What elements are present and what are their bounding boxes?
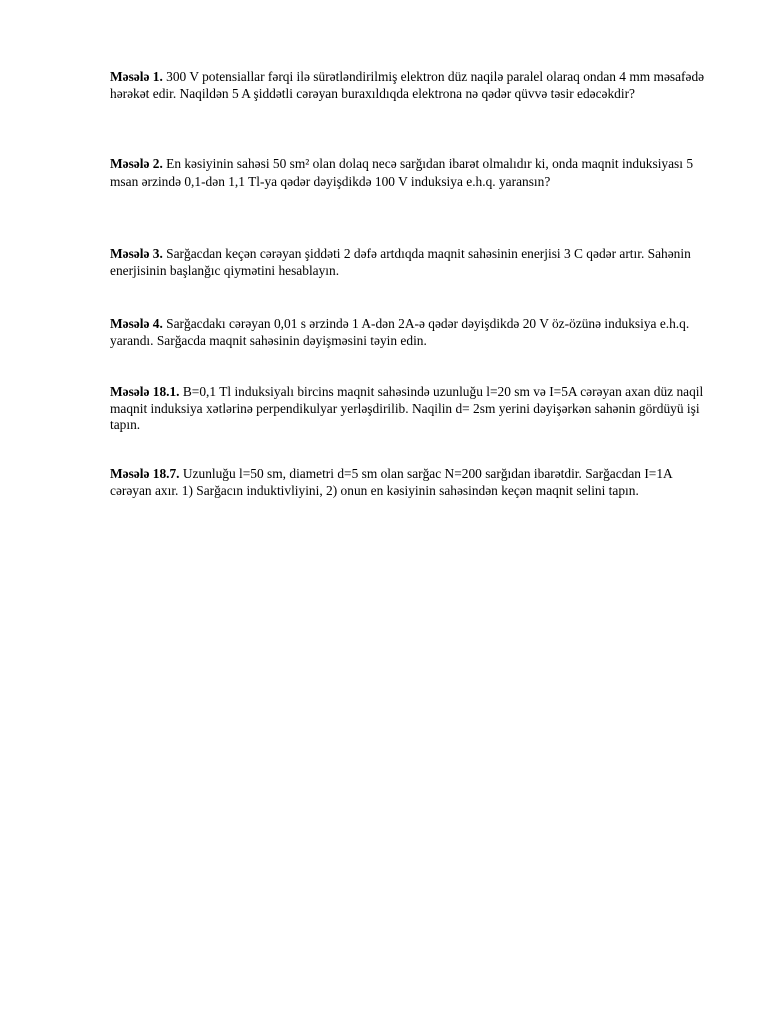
problem-3 bbox=[110, 246, 710, 279]
problem-18-7 bbox=[110, 466, 710, 499]
problem-18-1 bbox=[110, 384, 710, 434]
problem-4 bbox=[110, 316, 710, 349]
problem-4-text: Sarğacdakı cərəyan 0,01 s ərzində 1 A-dən 2A-ə qədər dəyişdikdə 20 V öz-özünə induksiya e.h.q. yarandı. Sarğacda maqnit sahəsinin dəyişməsini təyin edin. bbox=[110, 316, 690, 348]
problem-18-1-text: B=0,1 Tl induksiyalı bircins maqnit sahəsində uzunluğu l=20 sm və I=5A cərəyan axan düz naqil maqnit induksiya xətlərinə perpendikulyar yerləşdirilib. Naqilin d= 2sm yerini dəyişərkən sahənin gördüyü işi tapın. bbox=[110, 384, 704, 432]
problem-1-text: 300 V potensiallar fərqi ilə sürətləndirilmiş elektron düz naqilə paralel olaraq ondan 4 mm məsafədə hərəkət edir. Naqildən 5 A şiddətli cərəyan buraxıldıqda elektrona nə qədər qüvvə təsir edəcəkdir? bbox=[110, 69, 705, 101]
problem-2 bbox=[110, 155, 710, 191]
problem-18-7-label: Məsələ 18.7. bbox=[110, 466, 180, 481]
problem-4-label: Məsələ 4. bbox=[110, 316, 163, 331]
problem-2-label: Məsələ 2. bbox=[110, 156, 163, 171]
problem-3-text: Sarğacdan keçən cərəyan şiddəti 2 dəfə artdıqda maqnit sahəsinin enerjisi 3 C qədər artır. Sahənin enerjisinin başlanğıc qiymətini hesablayın. bbox=[110, 246, 691, 278]
problem-1 bbox=[110, 69, 710, 102]
problem-1-label: Məsələ 1. bbox=[110, 69, 163, 84]
problem-18-7-text: Uzunluğu l=50 sm, diametri d=5 sm olan sarğac N=200 sarğıdan ibarətdir. Sarğacdan I=1A cərəyan axır. 1) Sarğacın induktivliyini, 2) onun en kəsiyinin sahəsindən keçən maqnit selini tapın. bbox=[110, 466, 672, 498]
problem-18-1-label: Məsələ 18.1. bbox=[110, 384, 180, 399]
problem-3-label: Məsələ 3. bbox=[110, 246, 163, 261]
problem-2-text: En kəsiyinin sahəsi 50 sm² olan dolaq necə sarğıdan ibarət olmalıdır ki, onda maqnit induksiyası 5 msan ərzində 0,1-dən 1,1 Tl-ya qədər dəyişdikdə 100 V induksiya e.h.q. yaransın? bbox=[110, 156, 694, 189]
